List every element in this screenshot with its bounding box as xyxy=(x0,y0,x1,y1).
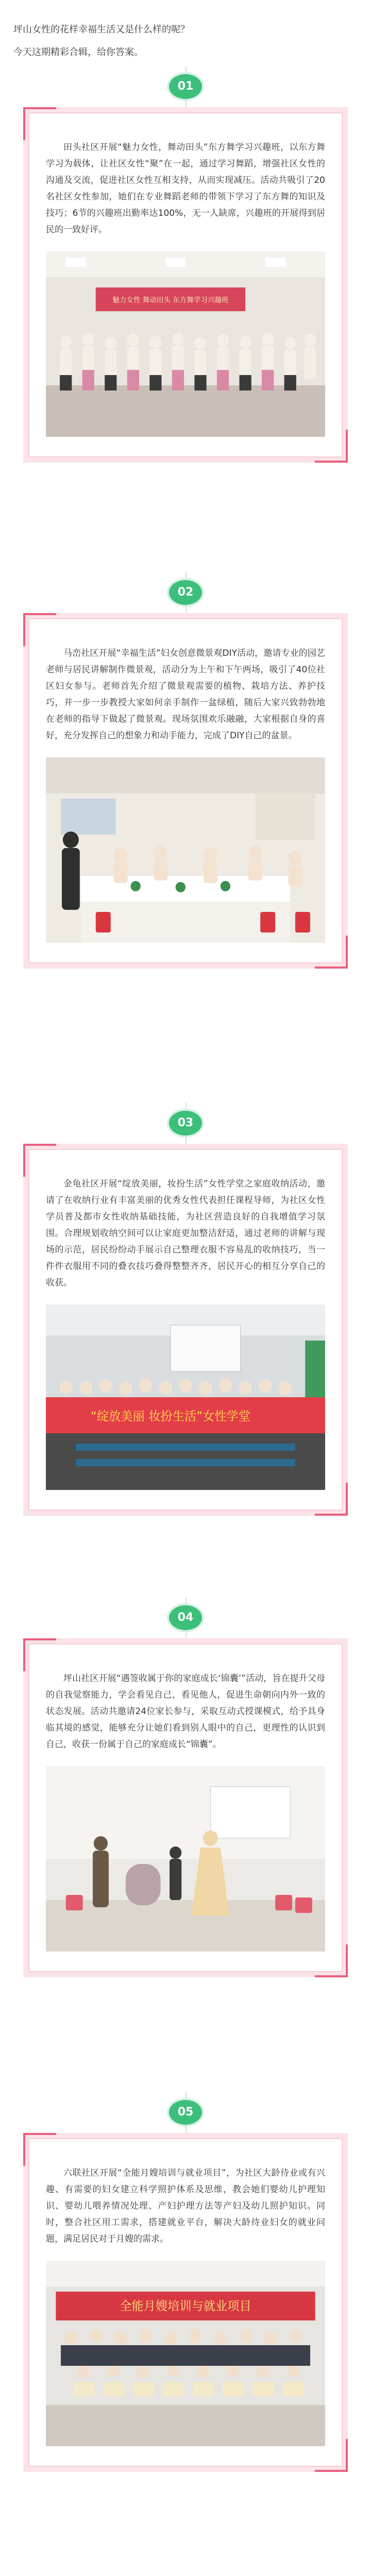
intro xyxy=(0,0,371,62)
section-number: 01 xyxy=(169,74,202,99)
section-number-badge xyxy=(0,66,371,107)
section-number-badge xyxy=(0,1103,371,1144)
section-4 xyxy=(0,1597,371,1977)
svg-text:魅力女性 舞动田头 东方舞学习兴趣班: 魅力女性 舞动田头 东方舞学习兴趣班 xyxy=(112,296,229,305)
section-card xyxy=(23,1144,348,1516)
dance-class-photo-icon xyxy=(46,251,325,437)
nanny-training-photo-icon xyxy=(46,2261,325,2446)
section-number: 05 xyxy=(169,2100,202,2125)
section-card xyxy=(23,613,348,969)
svg-text:“绽放美丽 妆扮生活”女性学堂: “绽放美丽 妆扮生活”女性学堂 xyxy=(90,1409,251,1424)
section-card xyxy=(23,2133,348,2472)
section-number-badge xyxy=(0,2092,371,2133)
section-number: 04 xyxy=(169,1605,202,1630)
section-card xyxy=(23,107,348,463)
section-number: 02 xyxy=(169,580,202,605)
section-text: 坪山社区开展“遇签收属于你的家庭成长‘锦囊’”活动，旨在提升父母的自我觉察能力，学会看见自己，看见他人，促进生命朝向内外一致的状态发展。活动共邀请24位家长参与，采取互动式授课模式，给予具身临其境的感觉，能够充分让她们看到别人眼中的自己，更理性的认识到自己，收获一份属于自己的家庭成长“锦囊”。 xyxy=(46,1673,325,1750)
section-card xyxy=(23,1638,348,1977)
svg-text:全能月嫂培训与就业项目: 全能月嫂培训与就业项目 xyxy=(120,2298,251,2314)
section-2 xyxy=(0,572,371,969)
section-number-badge xyxy=(0,1597,371,1638)
diy-plant-workshop-photo-icon xyxy=(46,757,325,943)
section-text: 田头社区开展“魅力女性，舞动田头”东方舞学习兴趣班，以东方舞学习为载体，让社区女性“聚”在一起，通过学习舞蹈，增强社区女性的沟通及交流，促进社区女性互相支持，从而实现减压。活动共吸引了20名社区女性参加，她们在专业舞蹈老师的带领下学习了东方舞的知识及技巧；6节的兴趣班出勤率达100%，无一人缺席，兴趣班的开展得到居民的一致好评。 xyxy=(46,142,325,235)
intro-line-2: 今天这期精彩合辑，给你答案。 xyxy=(13,47,143,58)
intro-line-1: 坪山女性的花样幸福生活又是什么样的呢？ xyxy=(13,24,190,35)
section-1 xyxy=(0,66,371,463)
section-5 xyxy=(0,2092,371,2472)
section-3 xyxy=(0,1103,371,1516)
section-number-badge xyxy=(0,572,371,613)
section-text: 金龟社区开展“绽放美丽，妆扮生活”女性学堂之家庭收纳活动，邀请了在收纳行业有丰富美丽的优秀女性代表担任课程导师，为社区女性学员普及都市女性收纳基础技能，为社区营造良好的自我增值学习氛围。合理规划收纳空间可以让家庭更加整洁舒适，通过老师的讲解与现场的示范，居民纷纷动手展示自己整理衣服不容易乱的收纳技巧，当一件件衣服用不同的叠衣技巧叠得整整齐齐，居民开心的相互分享自己的收获。 xyxy=(46,1179,325,1288)
section-number: 03 xyxy=(169,1111,202,1136)
family-growth-activity-photo-icon xyxy=(46,1766,325,1952)
storage-class-photo-icon xyxy=(46,1304,325,1490)
section-text: 六联社区开展“全能月嫂培训与就业项目”，为社区大龄待业或有兴趣、有需要的妇女建立科学照护体系及思维，教会她们婴幼儿护理知识、婴幼儿喂养情况处理、产妇护理方法等产妇及幼儿照护知识。同时，整合社区用工需求，搭建就业平台，解决大龄待业妇女的就业问题，满足居民对于月嫂的需求。 xyxy=(46,2168,325,2244)
section-text: 马峦社区开展“幸福生活”妇女创意微景观DIY活动，邀请专业的园艺老师与居民讲解制作微景观，活动分为上午和下午两场，吸引了40位社区妇女参与。老师首先介绍了微景观需要的植物、栽培方法、养护技巧，并一步一步教授大家如何亲手制作一盆绿植，随后大家兴致勃勃地在老师的指导下做起了微景观。现场氛围欢乐融融，大家根据自身的喜好，充分发挥自己的想象力和动手能力，完成了DIY自己的盆景。 xyxy=(46,648,325,741)
